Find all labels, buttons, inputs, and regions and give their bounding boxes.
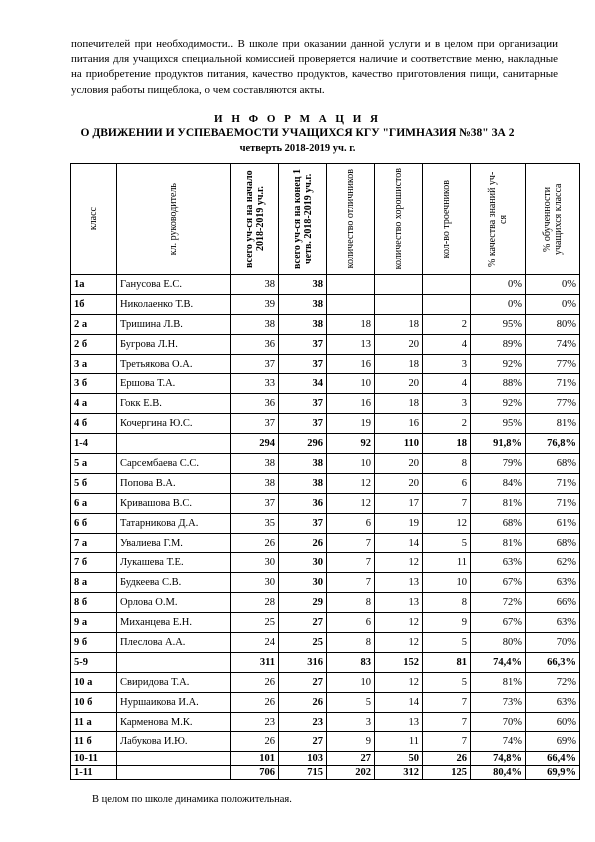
cell-start: 30 xyxy=(231,573,279,593)
cell-end: 37 xyxy=(279,354,327,374)
table-total-row xyxy=(71,652,580,672)
cell-learning: 80% xyxy=(526,314,580,334)
cell-c-students: 7 xyxy=(423,493,471,513)
cell-end: 27 xyxy=(279,732,327,752)
col-header-quality: % качества знаний уч-ся xyxy=(471,164,526,275)
cell-teacher: Орлова О.М. xyxy=(117,593,231,613)
cell-quality: 92% xyxy=(471,354,526,374)
table-total-row xyxy=(71,766,580,780)
cell-teacher: Будкеева С.В. xyxy=(117,573,231,593)
cell-end: 38 xyxy=(279,314,327,334)
cell-learning: 60% xyxy=(526,712,580,732)
cell-excellent: 8 xyxy=(327,593,375,613)
cell-end: 316 xyxy=(279,652,327,672)
cell-class: 9 б xyxy=(71,633,117,653)
cell-class: 6 а xyxy=(71,493,117,513)
cell-good: 19 xyxy=(375,513,423,533)
cell-start: 33 xyxy=(231,374,279,394)
cell-c-students: 12 xyxy=(423,513,471,533)
cell-start: 35 xyxy=(231,513,279,533)
cell-start: 39 xyxy=(231,294,279,314)
table-row xyxy=(71,533,580,553)
cell-start: 38 xyxy=(231,314,279,334)
cell-teacher: Тришина Л.В. xyxy=(117,314,231,334)
cell-class: 8 б xyxy=(71,593,117,613)
cell-learning: 77% xyxy=(526,354,580,374)
table-row xyxy=(71,672,580,692)
cell-start: 26 xyxy=(231,692,279,712)
cell-c-students: 5 xyxy=(423,533,471,553)
cell-learning: 62% xyxy=(526,553,580,573)
cell-excellent xyxy=(327,294,375,314)
cell-good: 11 xyxy=(375,732,423,752)
cell-learning: 63% xyxy=(526,692,580,712)
cell-good: 312 xyxy=(375,766,423,780)
cell-good: 17 xyxy=(375,493,423,513)
cell-class: 5 а xyxy=(71,454,117,474)
cell-class: 7 б xyxy=(71,553,117,573)
cell-excellent: 18 xyxy=(327,314,375,334)
table-row xyxy=(71,712,580,732)
cell-good: 20 xyxy=(375,454,423,474)
table-row xyxy=(71,394,580,414)
cell-quality: 95% xyxy=(471,414,526,434)
cell-excellent: 13 xyxy=(327,334,375,354)
table-row xyxy=(71,593,580,613)
cell-start: 24 xyxy=(231,633,279,653)
table-row xyxy=(71,414,580,434)
cell-good: 20 xyxy=(375,334,423,354)
cell-start: 38 xyxy=(231,454,279,474)
cell-teacher: Сарсембаева С.С. xyxy=(117,454,231,474)
document-title: И Н Ф О Р М А Ц И Я xyxy=(214,113,381,125)
cell-end: 30 xyxy=(279,573,327,593)
cell-start: 36 xyxy=(231,334,279,354)
cell-c-students: 8 xyxy=(423,593,471,613)
cell-learning: 71% xyxy=(526,473,580,493)
cell-learning: 61% xyxy=(526,513,580,533)
cell-good: 12 xyxy=(375,672,423,692)
cell-good: 13 xyxy=(375,712,423,732)
cell-good: 50 xyxy=(375,752,423,766)
cell-end: 38 xyxy=(279,294,327,314)
cell-learning: 71% xyxy=(526,493,580,513)
cell-teacher: Лабукова И.Ю. xyxy=(117,732,231,752)
cell-c-students: 11 xyxy=(423,553,471,573)
cell-good: 152 xyxy=(375,652,423,672)
cell-class: 4 а xyxy=(71,394,117,414)
table-row xyxy=(71,613,580,633)
cell-teacher: Карменова М.К. xyxy=(117,712,231,732)
cell-excellent: 3 xyxy=(327,712,375,732)
cell-excellent: 7 xyxy=(327,553,375,573)
cell-class: 5-9 xyxy=(71,652,117,672)
cell-c-students: 18 xyxy=(423,434,471,454)
cell-quality: 74,4% xyxy=(471,652,526,672)
cell-c-students: 3 xyxy=(423,354,471,374)
cell-excellent: 12 xyxy=(327,493,375,513)
cell-end: 296 xyxy=(279,434,327,454)
cell-good: 18 xyxy=(375,354,423,374)
table-row xyxy=(71,473,580,493)
cell-start: 311 xyxy=(231,652,279,672)
cell-excellent: 16 xyxy=(327,394,375,414)
cell-teacher xyxy=(117,434,231,454)
cell-good: 12 xyxy=(375,553,423,573)
cell-learning: 74% xyxy=(526,334,580,354)
cell-excellent: 19 xyxy=(327,414,375,434)
cell-learning: 71% xyxy=(526,374,580,394)
cell-start: 37 xyxy=(231,414,279,434)
cell-c-students: 10 xyxy=(423,573,471,593)
cell-quality: 81% xyxy=(471,672,526,692)
cell-quality: 67% xyxy=(471,573,526,593)
cell-excellent: 92 xyxy=(327,434,375,454)
cell-class: 2 а xyxy=(71,314,117,334)
cell-end: 29 xyxy=(279,593,327,613)
cell-learning: 69,9% xyxy=(526,766,580,780)
cell-learning: 81% xyxy=(526,414,580,434)
cell-good: 18 xyxy=(375,394,423,414)
cell-class: 10-11 xyxy=(71,752,117,766)
cell-good: 18 xyxy=(375,314,423,334)
cell-learning: 70% xyxy=(526,633,580,653)
cell-excellent: 202 xyxy=(327,766,375,780)
cell-teacher: Увалиева Г.М. xyxy=(117,533,231,553)
cell-class: 1-11 xyxy=(71,766,117,780)
document-subtitle: О ДВИЖЕНИИ И УСПЕВАЕМОСТИ УЧАЩИХСЯ КГУ "ГИМНАЗИЯ №38" ЗА 2 xyxy=(80,127,515,139)
cell-end: 715 xyxy=(279,766,327,780)
cell-quality: 81% xyxy=(471,493,526,513)
cell-excellent: 9 xyxy=(327,732,375,752)
cell-start: 37 xyxy=(231,493,279,513)
cell-class: 1б xyxy=(71,294,117,314)
cell-quality: 80,4% xyxy=(471,766,526,780)
table-row xyxy=(71,354,580,374)
cell-teacher xyxy=(117,752,231,766)
cell-start: 26 xyxy=(231,533,279,553)
cell-learning: 68% xyxy=(526,533,580,553)
cell-c-students: 4 xyxy=(423,334,471,354)
cell-start: 23 xyxy=(231,712,279,732)
cell-quality: 95% xyxy=(471,314,526,334)
cell-excellent: 27 xyxy=(327,752,375,766)
cell-end: 38 xyxy=(279,473,327,493)
cell-quality: 74,8% xyxy=(471,752,526,766)
cell-end: 36 xyxy=(279,493,327,513)
cell-quality: 80% xyxy=(471,633,526,653)
cell-excellent: 6 xyxy=(327,513,375,533)
intro-paragraph: попечителей при необходимости.. В школе при оказании данной услуги и в целом при организации питания для учащихся специальной комиссией проверяется наличие и соответствие меню, накладные на приобретение продуктов питания, качество продуктов, качество приготовления пищи, санитарные условия работы пищеблока, о чем составляются акты. xyxy=(71,38,558,96)
cell-class: 10 а xyxy=(71,672,117,692)
col-header-teacher: кл. руководитель xyxy=(117,164,231,275)
footer-note: В целом по школе динамика положительная. xyxy=(92,794,292,805)
cell-teacher: Татарникова Д.А. xyxy=(117,513,231,533)
table-total-row xyxy=(71,752,580,766)
cell-teacher: Плеслова А.А. xyxy=(117,633,231,653)
document-period: четверть 2018-2019 уч. г. xyxy=(239,143,356,154)
cell-c-students: 2 xyxy=(423,314,471,334)
cell-quality: 91,8% xyxy=(471,434,526,454)
cell-end: 38 xyxy=(279,454,327,474)
cell-start: 706 xyxy=(231,766,279,780)
cell-end: 34 xyxy=(279,374,327,394)
cell-end: 23 xyxy=(279,712,327,732)
cell-excellent: 12 xyxy=(327,473,375,493)
cell-good: 13 xyxy=(375,573,423,593)
cell-start: 28 xyxy=(231,593,279,613)
cell-c-students: 9 xyxy=(423,613,471,633)
cell-teacher: Гокк Е.В. xyxy=(117,394,231,414)
cell-learning: 66,3% xyxy=(526,652,580,672)
cell-c-students xyxy=(423,294,471,314)
cell-quality: 88% xyxy=(471,374,526,394)
table-row xyxy=(71,334,580,354)
cell-c-students: 5 xyxy=(423,633,471,653)
cell-excellent: 5 xyxy=(327,692,375,712)
cell-class: 11 б xyxy=(71,732,117,752)
cell-end: 25 xyxy=(279,633,327,653)
cell-c-students: 6 xyxy=(423,473,471,493)
cell-learning: 69% xyxy=(526,732,580,752)
cell-end: 26 xyxy=(279,692,327,712)
cell-c-students: 7 xyxy=(423,732,471,752)
cell-start: 30 xyxy=(231,553,279,573)
cell-end: 37 xyxy=(279,414,327,434)
cell-class: 7 а xyxy=(71,533,117,553)
cell-quality: 0% xyxy=(471,275,526,295)
cell-end: 37 xyxy=(279,334,327,354)
cell-excellent: 83 xyxy=(327,652,375,672)
cell-good xyxy=(375,275,423,295)
col-header-class: класс xyxy=(71,164,117,275)
cell-end: 27 xyxy=(279,613,327,633)
cell-start: 101 xyxy=(231,752,279,766)
table-row xyxy=(71,294,580,314)
cell-class: 5 б xyxy=(71,473,117,493)
table-row xyxy=(71,275,580,295)
cell-c-students: 125 xyxy=(423,766,471,780)
cell-c-students: 2 xyxy=(423,414,471,434)
cell-learning: 72% xyxy=(526,672,580,692)
table-total-row xyxy=(71,434,580,454)
cell-start: 38 xyxy=(231,275,279,295)
cell-c-students: 7 xyxy=(423,712,471,732)
cell-quality: 0% xyxy=(471,294,526,314)
cell-good: 14 xyxy=(375,533,423,553)
cell-end: 38 xyxy=(279,275,327,295)
cell-class: 1а xyxy=(71,275,117,295)
progress-table xyxy=(70,163,580,780)
cell-c-students: 3 xyxy=(423,394,471,414)
table-row xyxy=(71,732,580,752)
cell-good: 20 xyxy=(375,473,423,493)
cell-class: 6 б xyxy=(71,513,117,533)
col-header-start: всего уч-ся на начало 2018-2019 уч.г. xyxy=(231,164,279,275)
cell-start: 26 xyxy=(231,732,279,752)
cell-quality: 73% xyxy=(471,692,526,712)
cell-start: 37 xyxy=(231,354,279,374)
cell-teacher: Свиридова Т.А. xyxy=(117,672,231,692)
cell-quality: 70% xyxy=(471,712,526,732)
cell-teacher: Миханцева Е.Н. xyxy=(117,613,231,633)
cell-quality: 84% xyxy=(471,473,526,493)
cell-excellent xyxy=(327,275,375,295)
cell-end: 103 xyxy=(279,752,327,766)
cell-teacher: Лукашева Т.Е. xyxy=(117,553,231,573)
cell-quality: 89% xyxy=(471,334,526,354)
table-row xyxy=(71,374,580,394)
cell-quality: 81% xyxy=(471,533,526,553)
cell-class: 11 а xyxy=(71,712,117,732)
cell-end: 30 xyxy=(279,553,327,573)
cell-good: 20 xyxy=(375,374,423,394)
cell-teacher xyxy=(117,652,231,672)
cell-excellent: 10 xyxy=(327,374,375,394)
cell-quality: 92% xyxy=(471,394,526,414)
col-header-c-students: кол-во троечников xyxy=(423,164,471,275)
cell-class: 1-4 xyxy=(71,434,117,454)
cell-teacher xyxy=(117,766,231,780)
cell-learning: 66% xyxy=(526,593,580,613)
cell-start: 36 xyxy=(231,394,279,414)
cell-start: 294 xyxy=(231,434,279,454)
cell-quality: 63% xyxy=(471,553,526,573)
cell-excellent: 6 xyxy=(327,613,375,633)
table-row xyxy=(71,454,580,474)
cell-quality: 67% xyxy=(471,613,526,633)
col-header-excellent: количество отличников xyxy=(327,164,375,275)
cell-good: 14 xyxy=(375,692,423,712)
cell-end: 26 xyxy=(279,533,327,553)
cell-c-students: 4 xyxy=(423,374,471,394)
cell-teacher: Ганусова Е.С. xyxy=(117,275,231,295)
cell-c-students: 8 xyxy=(423,454,471,474)
cell-excellent: 16 xyxy=(327,354,375,374)
cell-start: 38 xyxy=(231,473,279,493)
cell-good: 13 xyxy=(375,593,423,613)
cell-learning: 63% xyxy=(526,573,580,593)
cell-teacher: Ершова Т.А. xyxy=(117,374,231,394)
cell-learning: 77% xyxy=(526,394,580,414)
cell-teacher: Николаенко Т.В. xyxy=(117,294,231,314)
cell-quality: 68% xyxy=(471,513,526,533)
table-row xyxy=(71,692,580,712)
cell-teacher: Бугрова Л.Н. xyxy=(117,334,231,354)
cell-excellent: 10 xyxy=(327,672,375,692)
table-row xyxy=(71,513,580,533)
cell-c-students: 5 xyxy=(423,672,471,692)
table-row xyxy=(71,633,580,653)
cell-good: 110 xyxy=(375,434,423,454)
cell-teacher: Кривашова В.С. xyxy=(117,493,231,513)
cell-learning: 76,8% xyxy=(526,434,580,454)
cell-learning: 0% xyxy=(526,275,580,295)
col-header-learning: % обученности учащихся класса xyxy=(526,164,580,275)
cell-learning: 68% xyxy=(526,454,580,474)
cell-end: 37 xyxy=(279,513,327,533)
cell-c-students: 81 xyxy=(423,652,471,672)
table-row xyxy=(71,553,580,573)
cell-end: 27 xyxy=(279,672,327,692)
cell-excellent: 8 xyxy=(327,633,375,653)
cell-learning: 63% xyxy=(526,613,580,633)
cell-class: 4 б xyxy=(71,414,117,434)
cell-start: 25 xyxy=(231,613,279,633)
cell-class: 9 а xyxy=(71,613,117,633)
cell-good: 16 xyxy=(375,414,423,434)
table-header-row xyxy=(71,164,580,275)
cell-class: 3 б xyxy=(71,374,117,394)
cell-excellent: 7 xyxy=(327,533,375,553)
cell-learning: 0% xyxy=(526,294,580,314)
cell-quality: 79% xyxy=(471,454,526,474)
cell-teacher: Нуршаикова И.А. xyxy=(117,692,231,712)
cell-start: 26 xyxy=(231,672,279,692)
cell-c-students: 7 xyxy=(423,692,471,712)
col-header-end: всего уч-ся на конец 1 четв. 2018-2019 уч.г. xyxy=(279,164,327,275)
cell-good: 12 xyxy=(375,613,423,633)
cell-class: 10 б xyxy=(71,692,117,712)
cell-c-students xyxy=(423,275,471,295)
col-header-good: количество хорошистов xyxy=(375,164,423,275)
cell-teacher: Попова В.А. xyxy=(117,473,231,493)
cell-good xyxy=(375,294,423,314)
cell-class: 3 а xyxy=(71,354,117,374)
cell-excellent: 7 xyxy=(327,573,375,593)
cell-teacher: Кочергина Ю.С. xyxy=(117,414,231,434)
cell-good: 12 xyxy=(375,633,423,653)
cell-class: 2 б xyxy=(71,334,117,354)
cell-excellent: 10 xyxy=(327,454,375,474)
cell-quality: 72% xyxy=(471,593,526,613)
cell-end: 37 xyxy=(279,394,327,414)
cell-teacher: Третьякова О.А. xyxy=(117,354,231,374)
table-row xyxy=(71,573,580,593)
table-row xyxy=(71,493,580,513)
table-row xyxy=(71,314,580,334)
cell-quality: 74% xyxy=(471,732,526,752)
cell-learning: 66,4% xyxy=(526,752,580,766)
cell-c-students: 26 xyxy=(423,752,471,766)
cell-class: 8 а xyxy=(71,573,117,593)
